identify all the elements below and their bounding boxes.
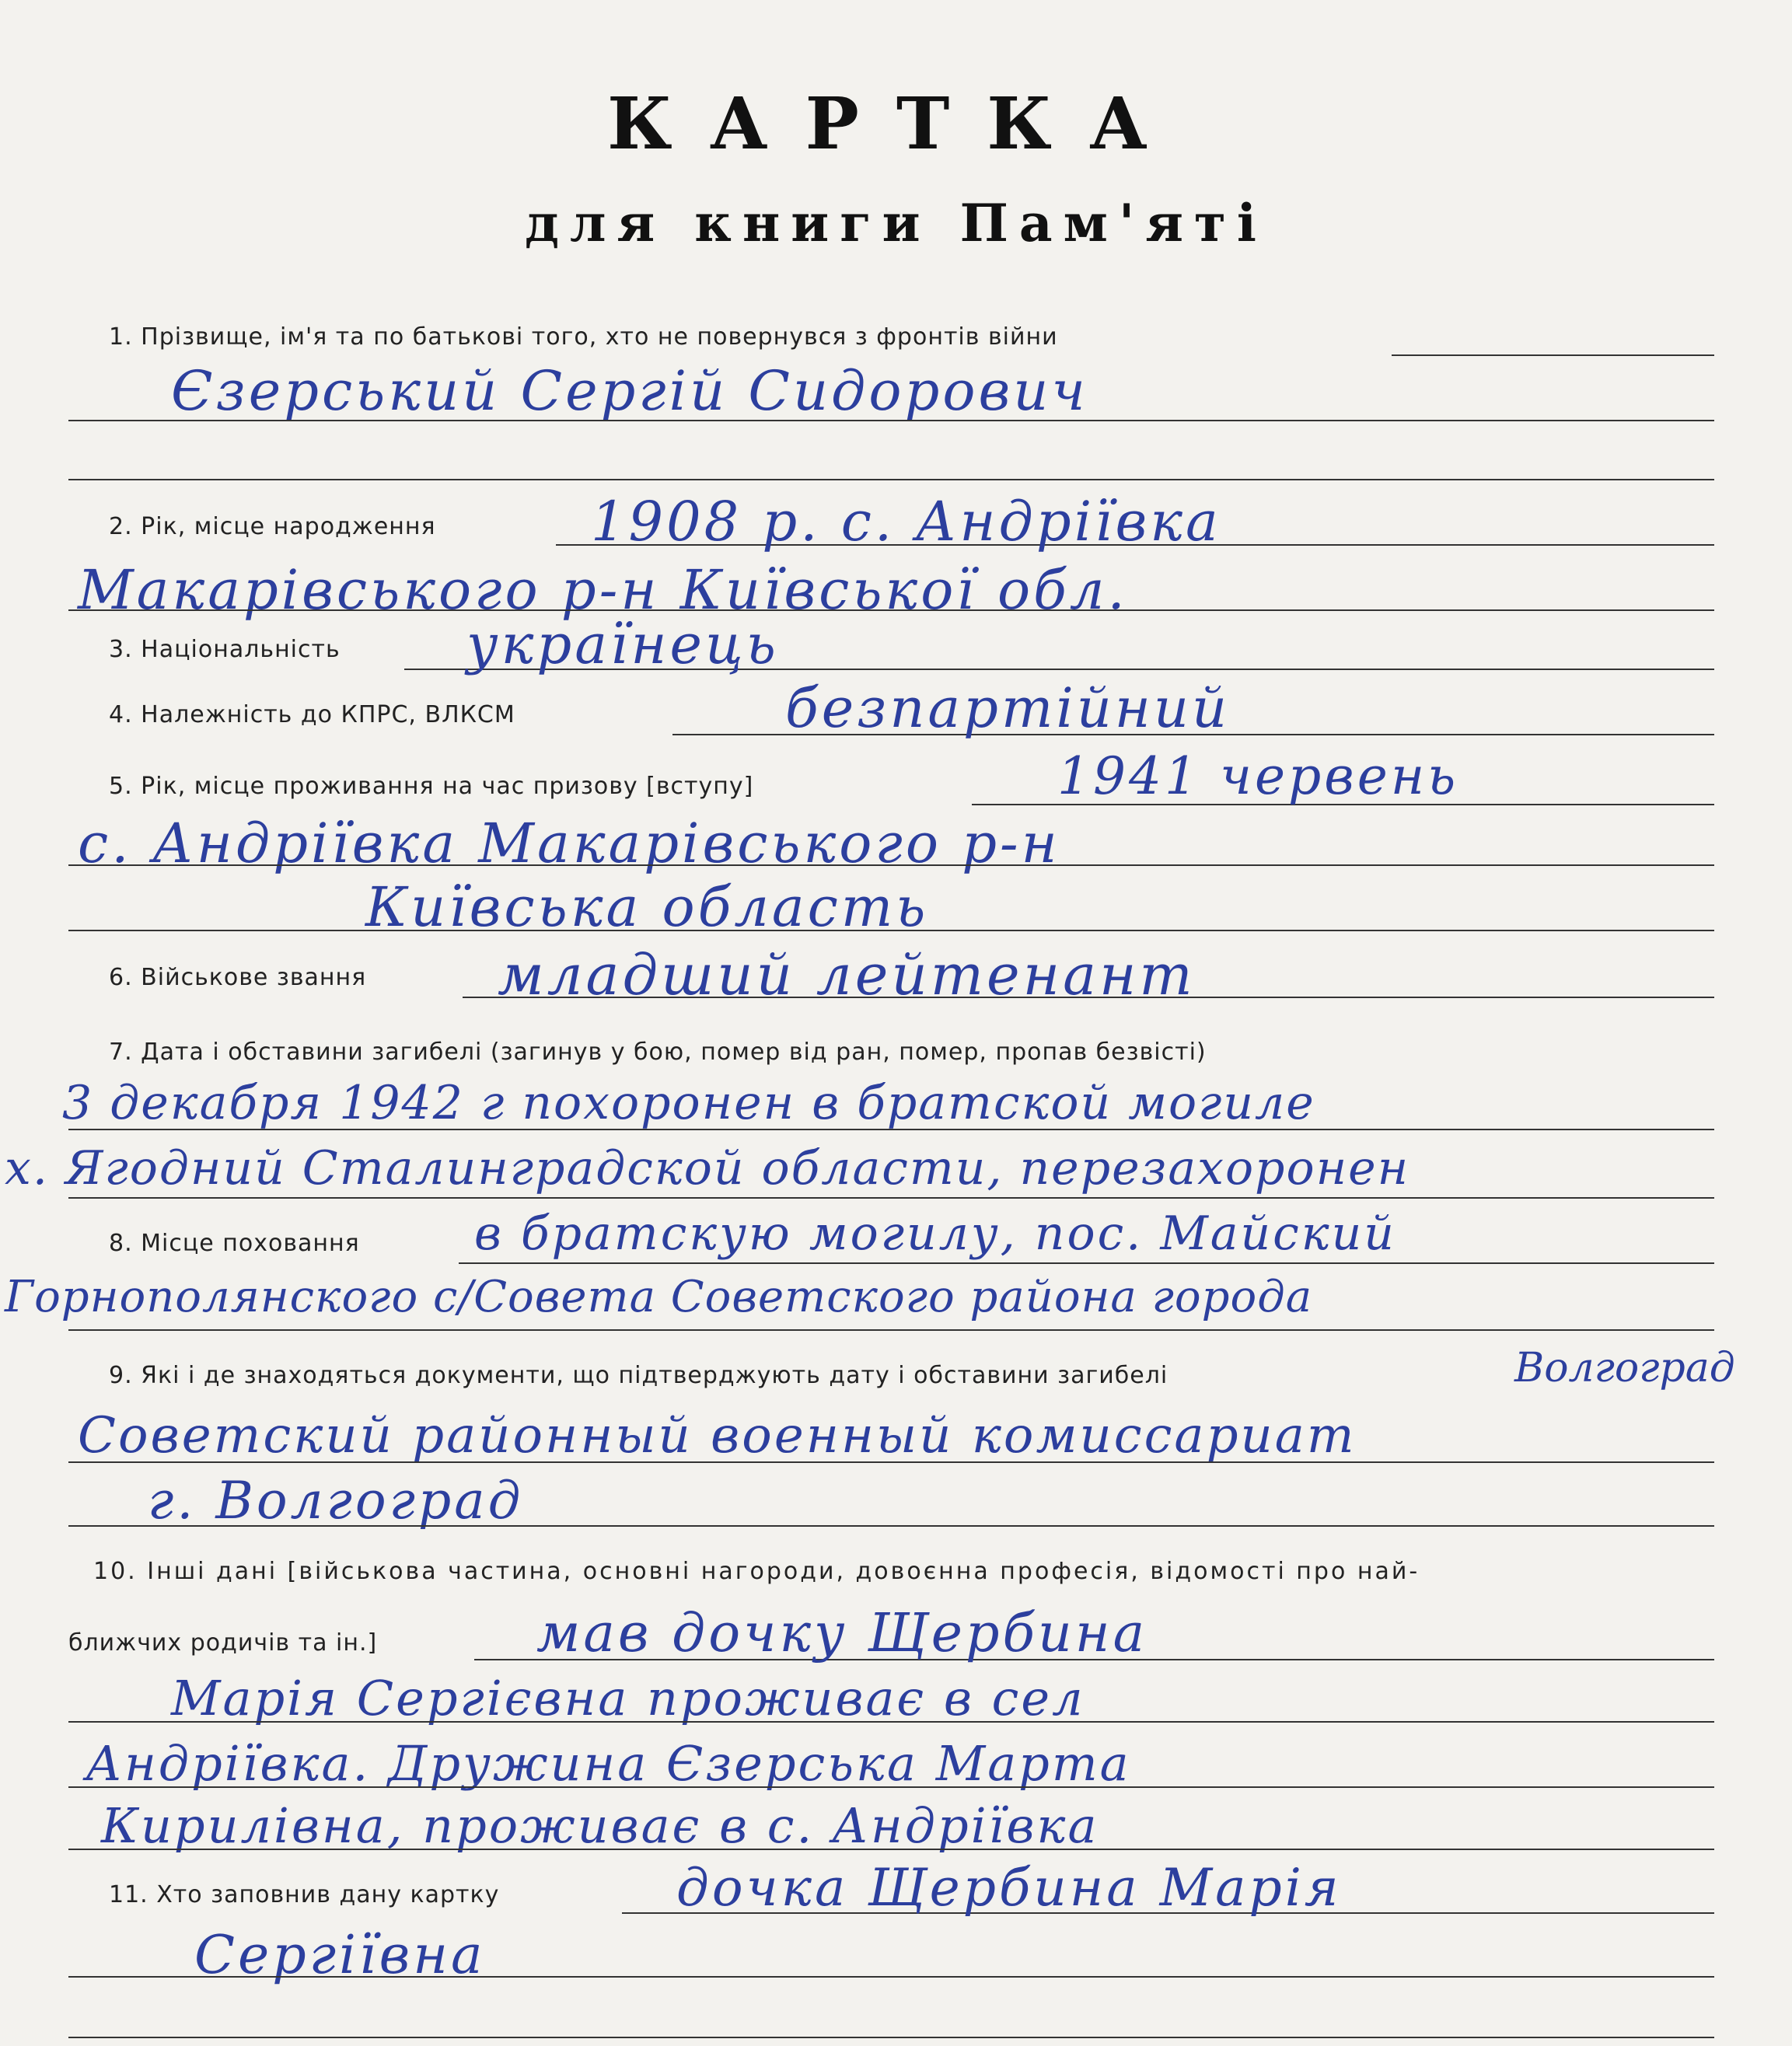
field-2-label: 2. Рік, місце народження xyxy=(109,513,436,540)
field-3-value: українець xyxy=(466,613,779,676)
field-2-value: 1908 р. с. Андріївка xyxy=(591,490,1221,553)
field-9-label: 9. Які і де знаходяться документи, що підтверджують дату і обставини загибелі xyxy=(109,1362,1168,1389)
field-1-value: Єзерський Сергій Сидорович xyxy=(171,359,1088,423)
field-2-value-cont: Макарівського р-н Київської обл. xyxy=(78,558,1128,622)
field-8-value: в братскую могилу, пос. Майский xyxy=(474,1206,1396,1261)
field-7-value-cont: х. Ягодний Сталинградской области, перезахоронен xyxy=(5,1141,1410,1196)
rule xyxy=(68,420,1714,421)
field-10-label: 10. Інші дані [військова частина, основні нагороди, довоєнна професія, відомості про най- xyxy=(93,1558,1420,1585)
field-1-label: 1. Прізвище, ім'я та по батькові того, хто не повернувся з фронтів війни xyxy=(109,323,1058,351)
field-6-label: 6. Військове звання xyxy=(109,964,367,991)
rule xyxy=(68,864,1714,866)
field-5-value: 1941 червень xyxy=(1057,746,1459,806)
rule xyxy=(68,1329,1714,1331)
rule xyxy=(68,2037,1714,2038)
field-10-label-cont: ближчих родичів та ін.] xyxy=(68,1629,378,1657)
field-7-label: 7. Дата і обставини загибелі (загинув у бою, помер від ран, помер, пропав безвісті) xyxy=(109,1039,1207,1066)
rule xyxy=(68,1461,1714,1463)
rule xyxy=(68,930,1714,931)
field-10-value-cont3: Кирилівна, проживає в с. Андріївка xyxy=(101,1797,1099,1854)
field-10-value: мав дочку Щербина xyxy=(536,1603,1148,1664)
field-4-value: безпартійний xyxy=(785,676,1231,740)
rule xyxy=(68,479,1714,480)
card-title: КАРТКА xyxy=(607,82,1185,166)
field-8-label: 8. Місце поховання xyxy=(109,1230,360,1257)
rule xyxy=(68,1525,1714,1527)
field-6-value: младший лейтенант xyxy=(498,942,1196,1007)
field-5-value-cont: с. Андріївка Макарівського р-н xyxy=(78,812,1060,875)
rule xyxy=(68,1786,1714,1788)
rule xyxy=(68,1721,1714,1723)
field-11-label: 11. Хто заповнив дану картку xyxy=(109,1881,500,1908)
field-5-value-cont2: Київська область xyxy=(365,875,929,939)
field-3-label: 3. Національність xyxy=(109,636,341,663)
field-10-value-cont2: Андріївка. Дружина Єзерська Марта xyxy=(86,1735,1131,1792)
field-7-value: 3 декабря 1942 г похоронен в братской могиле xyxy=(62,1076,1315,1130)
field-9-value-cont: Советский районный военный комиссариат xyxy=(78,1407,1357,1465)
field-8-line xyxy=(459,1262,1714,1264)
rule xyxy=(68,1849,1714,1850)
field-9-value: Волгоград xyxy=(1514,1345,1735,1391)
rule xyxy=(68,1976,1714,1978)
field-8-value-cont: Горнополянского с/Совета Советского района города xyxy=(5,1272,1313,1322)
rule xyxy=(68,609,1714,611)
field-10-value-cont: Марія Сергієвна проживає в сел xyxy=(171,1670,1085,1727)
field-11-value: дочка Щербина Марія xyxy=(676,1858,1342,1918)
card-subtitle: для книги Пам'яті xyxy=(525,193,1267,253)
field-1-line xyxy=(1392,354,1714,356)
field-4-label: 4. Належність до КПРС, ВЛКСМ xyxy=(109,701,515,728)
rule xyxy=(68,1129,1714,1130)
rule xyxy=(68,1197,1714,1199)
field-5-label: 5. Рік, місце проживання на час призову [вступу] xyxy=(109,773,754,800)
field-11-value-cont: Сергіївна xyxy=(194,1925,486,1986)
field-9-value-cont2: г. Волгоград xyxy=(148,1471,524,1531)
